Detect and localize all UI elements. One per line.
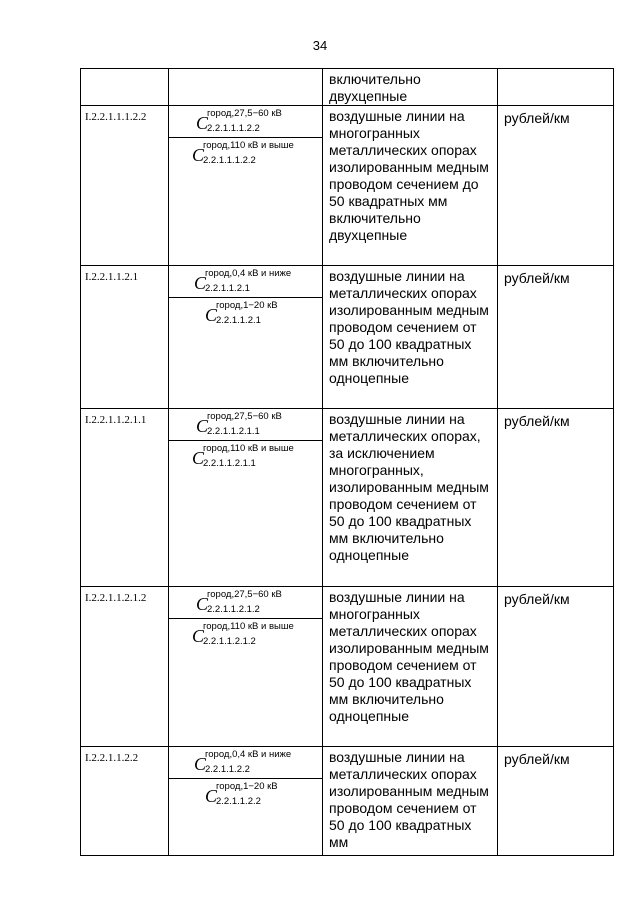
table-row: [81, 409, 614, 587]
formula: [169, 778, 322, 810]
formula-subscript: 2.2.1.1.2.1.2: [203, 636, 256, 647]
formula-subscript: 2.2.1.1.1.2.2: [207, 123, 260, 134]
formula-symbol: C: [194, 273, 207, 293]
page-number: 34: [312, 38, 328, 53]
code-cell: I.2.2.1.1.2.1: [81, 266, 169, 409]
formula: [169, 137, 322, 169]
table-row: [81, 266, 614, 409]
formula-subscript: 2.2.1.1.1.2.2: [203, 155, 256, 166]
formula-superscript: город,110 кВ и выше: [203, 443, 294, 454]
description-cell: воздушные линии на многогранных металлических опорах изолированным медным проводом сечением от 50 до 100 квадратных мм включительно одноцепные: [323, 587, 498, 747]
formula-symbol: C: [196, 113, 209, 133]
formula: [169, 747, 322, 778]
formula: [169, 266, 322, 297]
tariff-table: [80, 68, 614, 856]
formula-superscript: город,110 кВ и выше: [203, 621, 294, 632]
formula-subscript: 2.2.1.1.2.2: [205, 764, 250, 775]
description-cell: воздушные линии на многогранных металлических опорах изолированным медным проводом сечением до 50 квадратных мм включительно двухцепные: [323, 106, 498, 266]
formula-subscript: 2.2.1.1.2.1: [205, 283, 250, 294]
unit-cell: [498, 69, 614, 106]
formula: [169, 297, 322, 329]
formula-symbol: C: [192, 448, 205, 468]
formula-superscript: город,110 кВ и выше: [203, 140, 294, 151]
formula: [169, 587, 322, 618]
code-cell: I.2.2.1.1.2.2: [81, 747, 169, 856]
unit-cell: рублей/км: [498, 106, 614, 266]
table-row: [81, 587, 614, 747]
formula: [169, 106, 322, 137]
formula-symbol: C: [192, 626, 205, 646]
formula-superscript: город,1−20 кВ: [216, 300, 278, 311]
code-cell: [81, 69, 169, 106]
formula-superscript: город,0,4 кВ и ниже: [205, 268, 292, 279]
table-row: [81, 747, 614, 856]
formula-cell: [169, 69, 323, 106]
formula-superscript: город,1−20 кВ: [216, 781, 278, 792]
table-row: [81, 106, 614, 266]
formula-subscript: 2.2.1.1.2.2: [216, 796, 261, 807]
formula-superscript: город,27,5−60 кВ: [207, 108, 282, 119]
formula-symbol: C: [196, 594, 209, 614]
formula-cell: [169, 266, 323, 409]
formula-symbol: C: [205, 786, 218, 806]
table-row: [81, 69, 614, 106]
formula-superscript: город,27,5−60 кВ: [207, 411, 282, 422]
description-cell: воздушные линии на металлических опорах изолированным медным проводом сечением от 50 до 100 квадратных мм: [323, 747, 498, 856]
formula-subscript: 2.2.1.1.2.1.1: [207, 426, 260, 437]
formula-symbol: C: [205, 305, 218, 325]
formula: [169, 618, 322, 650]
formula-cell: [169, 587, 323, 747]
formula-symbol: C: [194, 754, 207, 774]
formula: [169, 409, 322, 440]
unit-cell: рублей/км: [498, 409, 614, 587]
formula-cell: [169, 409, 323, 587]
unit-cell: рублей/км: [498, 266, 614, 409]
formula-cell: [169, 106, 323, 266]
description-cell: включительно двухцепные: [323, 69, 498, 106]
formula-superscript: город,27,5−60 кВ: [207, 589, 282, 600]
formula-superscript: город,0,4 кВ и ниже: [205, 749, 292, 760]
formula-subscript: 2.2.1.1.2.1.1: [203, 458, 256, 469]
formula-subscript: 2.2.1.1.2.1.2: [207, 604, 260, 615]
description-cell: воздушные линии на металлических опорах изолированным медным проводом сечением от 50 до 100 квадратных мм включительно одноцепные: [323, 266, 498, 409]
code-cell: I.2.2.1.1.1.2.2: [81, 106, 169, 266]
formula: [169, 440, 322, 472]
unit-cell: рублей/км: [498, 587, 614, 747]
formula-cell: [169, 747, 323, 856]
formula-subscript: 2.2.1.1.2.1: [216, 315, 261, 326]
code-cell: I.2.2.1.1.2.1.1: [81, 409, 169, 587]
description-cell: воздушные линии на металлических опорах, за исключением многогранных, изолированным медным проводом сечением от 50 до 100 квадратных мм включительно одноцепные: [323, 409, 498, 587]
formula-symbol: C: [192, 145, 205, 165]
code-cell: I.2.2.1.1.2.1.2: [81, 587, 169, 747]
unit-cell: рублей/км: [498, 747, 614, 856]
formula-symbol: C: [196, 416, 209, 436]
